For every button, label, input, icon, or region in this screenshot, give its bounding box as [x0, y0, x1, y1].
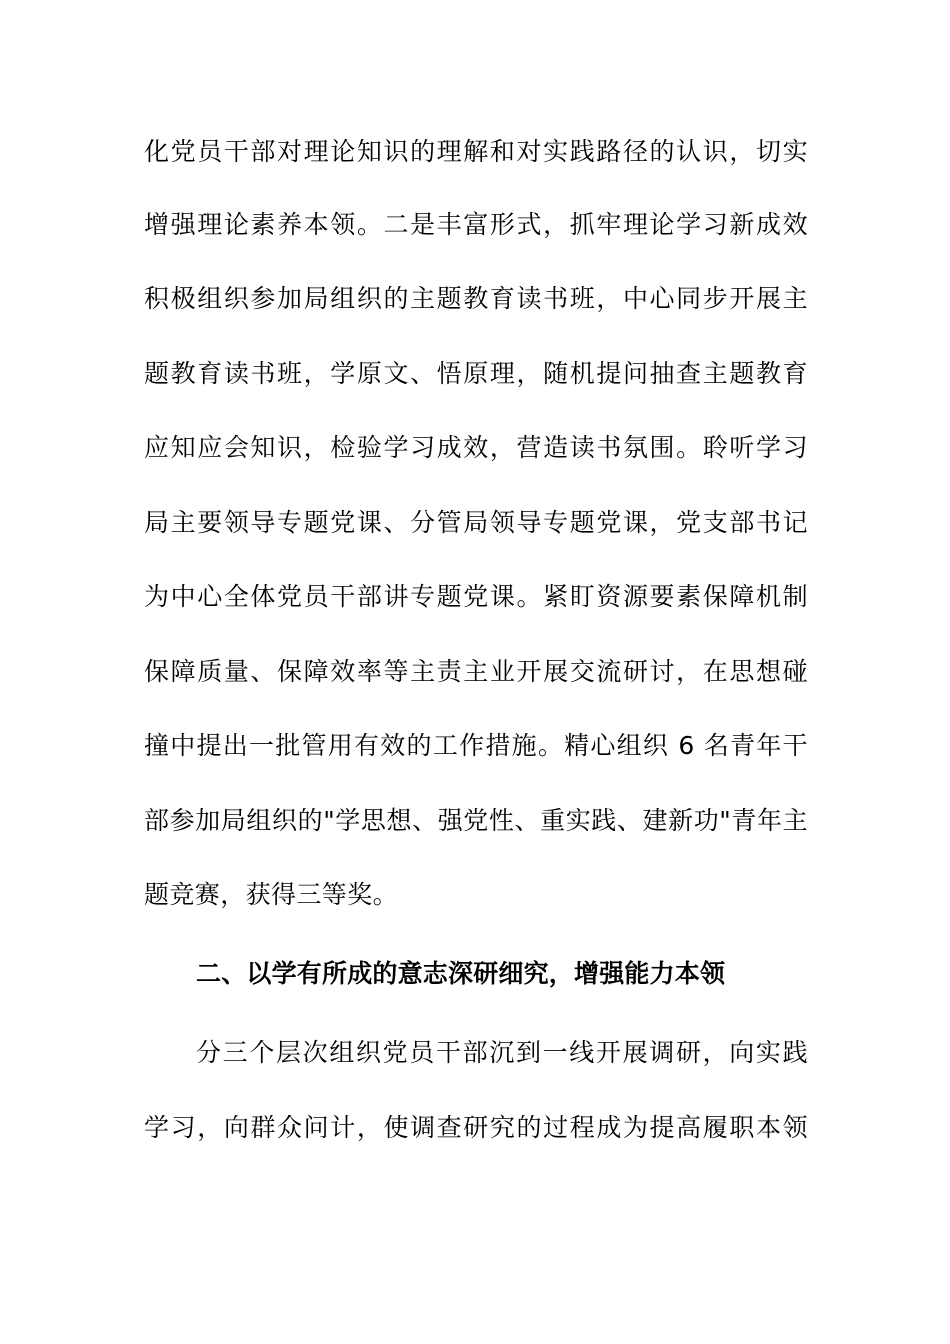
body-text-line: 局主要领导专题党课、分管局领导专题党课，党支部书记 [144, 508, 808, 537]
body-text-line: 撞中提出一批管用有效的工作措施。精心组织 6 名青年干 [144, 731, 808, 760]
body-text-line: 增强理论素养本领。二是丰富形式，抓牢理论学习新成效 [144, 210, 808, 239]
body-text-line: 题教育读书班，学原文、悟原理，随机提问抽查主题教育 [144, 359, 808, 388]
body-text-line-last: 题竞赛，获得三等奖。 [144, 880, 399, 909]
body-text-line: 保障质量、保障效率等主责主业开展交流研讨，在思想碰 [144, 657, 808, 686]
body-text-line: 应知应会知识，检验学习成效，营造读书氛围。聆听学习 [144, 433, 808, 462]
body-text-line: 学习，向群众问计，使调查研究的过程成为提高履职本领 [144, 1113, 808, 1142]
body-text-line-indented: 分三个层次组织党员干部沉到一线开展调研，向实践 [196, 1038, 808, 1067]
section-heading: 二、以学有所成的意志深研细究，增强能力本领 [196, 959, 726, 988]
body-text-line: 为中心全体党员干部讲专题党课。紧盯资源要素保障机制 [144, 582, 808, 611]
body-text-line: 部参加局组织的"学思想、强党性、重实践、建新功"青年主 [144, 806, 808, 835]
body-text-line: 积极组织参加局组织的主题教育读书班，中心同步开展主 [144, 284, 808, 313]
body-text-line: 化党员干部对理论知识的理解和对实践路径的认识，切实 [144, 137, 808, 166]
